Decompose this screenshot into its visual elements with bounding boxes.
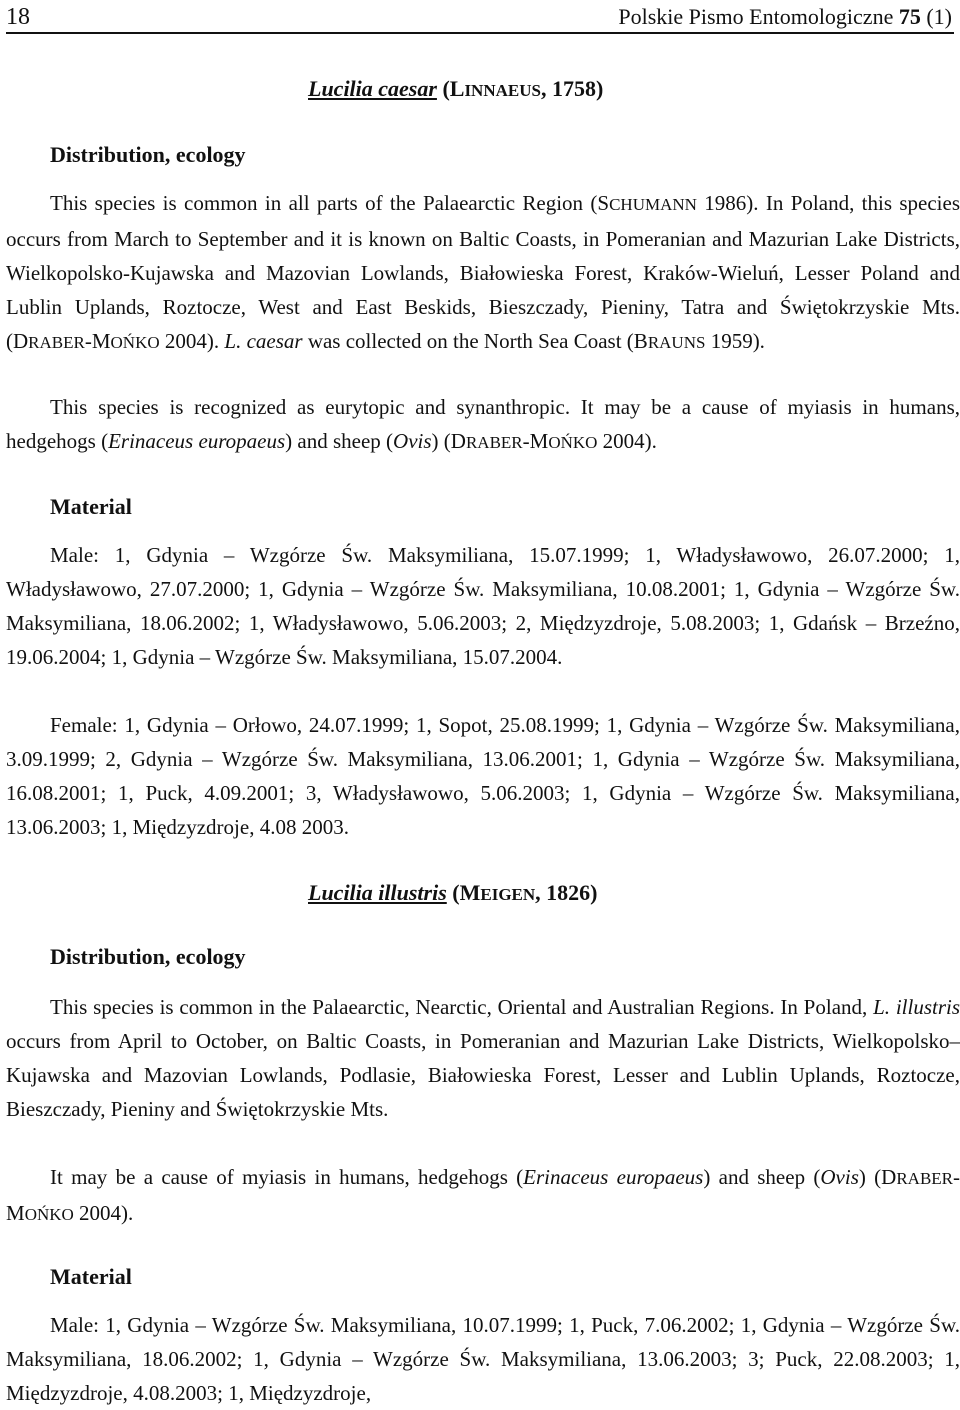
distribution-paragraph-2: This species is common in the Palaearctic, Nearctic, Oriental and Australian Regions. In Poland, L. illustris occurs from April to October, on Baltic Coasts, in Pomeranian and Mazurian Lake Districts, Wielkopolsko–Kujawska and Mazovian Lowlands, Podlasie, Białowieska Forest, Lesser and Lublin Uplands, Roztocze, Bieszczady, Pieniny and Świętokrzyskie Mts. <box>6 995 960 1121</box>
species-author: (LINNAEUS, 1758) <box>442 76 604 101</box>
page-number: 18 <box>6 4 30 30</box>
distribution-heading-1: Distribution, ecology <box>50 142 246 167</box>
species-name: Lucilia caesar <box>308 76 437 101</box>
ecology-paragraph-2: It may be a cause of myiasis in humans, hedgehogs (Erinaceus europaeus) and sheep (Ovis) (DRABER-MOŃKO 2004). <box>6 1165 960 1225</box>
journal-issue: (1) <box>926 4 952 29</box>
species-author: (MEIGEN, 1826) <box>452 880 598 905</box>
journal-volume: 75 <box>898 4 921 29</box>
header-rule <box>6 32 954 34</box>
distribution-heading-2: Distribution, ecology <box>50 944 246 969</box>
species-title-lucilia-caesar <box>308 76 603 102</box>
material-male-2: Male: 1, Gdynia – Wzgórze Św. Maksymiliana, 10.07.1999; 1, Puck, 7.06.2002; 1, Gdynia – Wzgórze Św. Maksymiliana, 18.06.2002; 1, Gdynia – Wzgórze Św. Maksymiliana, 13.06.2003; 3; Puck, 22.08.2003; 1, Międzyzdroje, 4.08.2003; 1, Międzyzdroje, <box>6 1313 960 1405</box>
material-female-1: Female: 1, Gdynia – Orłowo, 24.07.1999; 1, Sopot, 25.08.1999; 1, Gdynia – Wzgórze Św. Maksymiliana, 3.09.1999; 2, Gdynia – Wzgórze Św. Maksymiliana, 13.06.2001; 1, Gdynia – Wzgórze Św. Maksymiliana, 16.08.2001; 1, Puck, 4.09.2001; 3, Władysławowo, 5.06.2003; 1, Gdynia – Wzgórze Św. Maksymiliana, 13.06.2003; 1, Międzyzdroje, 4.08 2003. <box>6 713 960 839</box>
species-name: Lucilia illustris <box>308 880 447 905</box>
journal-header <box>618 4 952 30</box>
journal-name: Polskie Pismo Entomologiczne <box>618 4 894 29</box>
material-heading-1: Material <box>50 494 132 519</box>
distribution-paragraph-1: This species is common in all parts of the Palaearctic Region (SCHUMANN 1986). In Poland, this species occurs from March to September and it is known on Baltic Coasts, in Pomeranian and Mazurian Lake Districts, Wielkopolsko-Kujawska and Mazovian Lowlands, Białowieska Forest, Kraków-Wieluń, Lesser Poland and Lublin Uplands, Roztocze, West and East Beskids, Bieszczady, Pieniny, Tatra and Świętokrzyskie Mts. (DRABER-MOŃKO 2004). L. caesar was collected on the North Sea Coast (BRAUNS 1959). <box>6 191 960 353</box>
material-heading-2: Material <box>50 1264 132 1289</box>
ecology-paragraph-1: This species is recognized as eurytopic and synanthropic. It may be a cause of myiasis in humans, hedgehogs (Erinaceus europaeus) and sheep (Ovis) (DRABER-MOŃKO 2004). <box>6 395 960 453</box>
species-title-lucilia-illustris <box>308 880 597 906</box>
material-male-1: Male: 1, Gdynia – Wzgórze Św. Maksymiliana, 15.07.1999; 1, Władysławowo, 26.07.2000; 1, Władysławowo, 27.07.2000; 1, Gdynia – Wzgórze Św. Maksymiliana, 10.08.2001; 1, Gdynia – Wzgórze Św. Maksymiliana, 18.06.2002; 1, Władysławowo, 5.06.2003; 2, Międzyzdroje, 5.08.2003; 1, Gdańsk – Brzeźno, 19.06.2004; 1, Gdynia – Wzgórze Św. Maksymiliana, 15.07.2004. <box>6 543 960 669</box>
